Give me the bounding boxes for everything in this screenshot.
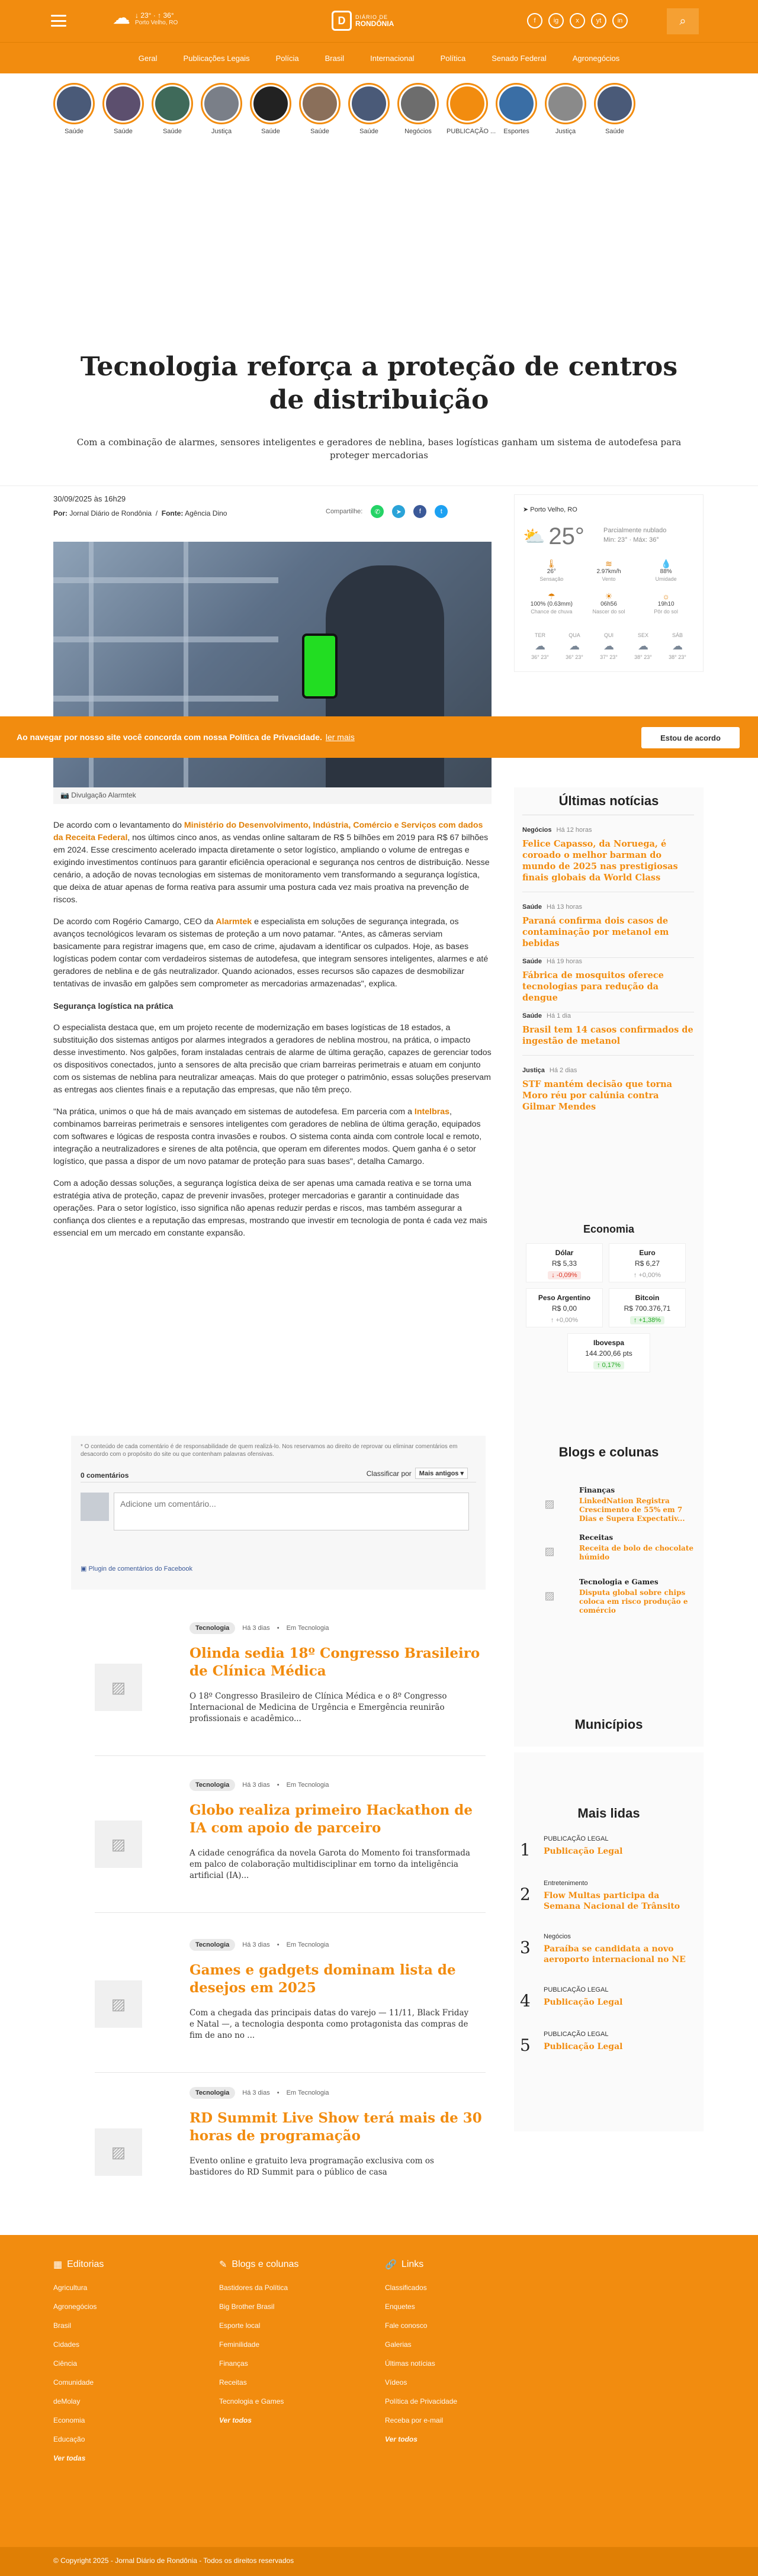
news-item[interactable]: Saúde Há 1 dia Brasil tem 14 casos confirmados de ingestão de metanol: [522, 1012, 694, 1056]
source-label: Fonte:: [161, 509, 184, 517]
footer-link[interactable]: Feminilidade: [219, 2340, 260, 2349]
nav-item[interactable]: Brasil: [325, 53, 345, 63]
facebook-share-icon[interactable]: f: [413, 505, 426, 518]
related-title[interactable]: Globo realiza primeiro Hackathon de IA com apoio de parceiro: [190, 1802, 473, 1836]
story-item[interactable]: Saúde: [250, 83, 291, 154]
share-bar: [326, 505, 448, 518]
footer-link[interactable]: Comunidade: [53, 2378, 94, 2387]
footer-link[interactable]: Educação: [53, 2435, 85, 2443]
image-placeholder-icon: ▨: [544, 1545, 555, 1557]
facebook-plugin-link[interactable]: ▣ Plugin de comentários do Facebook: [81, 1565, 192, 1572]
nav-item[interactable]: Polícia: [275, 53, 299, 63]
currency-bitcoin: Bitcoin R$ 700.376,71 ↑ +1,38%: [609, 1288, 686, 1327]
story-item[interactable]: Esportes: [496, 83, 537, 154]
related-desc: Com a chegada das principais datas do varejo — 11/11, Black Friday e Natal —, a tecnologia desponta como protagonista das compras de fim de ano no ...: [190, 2008, 469, 2040]
story-item[interactable]: Saúde: [299, 83, 341, 154]
header-weather-city: Porto Velho, RO: [135, 19, 178, 26]
nav-item[interactable]: Política: [440, 53, 466, 63]
footer-link[interactable]: Enquetes: [385, 2302, 415, 2311]
footer-link[interactable]: Esporte local: [219, 2321, 261, 2330]
related-title[interactable]: Olinda sedia 18º Congresso Brasileiro de Clínica Médica: [190, 1645, 480, 1679]
article-body: [53, 819, 492, 1249]
news-item[interactable]: Saúde Há 19 horas Fábrica de mosquitos oferece tecnologias para redução da dengue: [522, 958, 694, 1012]
top-header: [0, 0, 758, 43]
category-tag[interactable]: Tecnologia: [190, 2087, 235, 2099]
blogs-widget: Blogs e colunas ▨ Finanças LinkedNation Registra Crescimento de 55% em 7 Dias e Supera Expectativ... ▨ Receitas Receita de bolo de chocolate húmido ▨ Tecnologia e Games Disputa global sobre chips coloca em risco produção e comércio: [514, 1433, 704, 1717]
currency-dolar: Dólar R$ 5,33 ↓ -0,09%: [526, 1243, 603, 1282]
category-tag[interactable]: Tecnologia: [190, 1622, 235, 1634]
footer-link[interactable]: Receba por e-mail: [385, 2416, 444, 2424]
humidity-icon: 💧: [660, 559, 672, 568]
forecast-row: TER ☁ 36° 23° QUA ☁ 36° 23° QUI ☁ 37° 23° SEX ☁ 38° 23° SÁB ☁ 38° 23°: [523, 632, 695, 660]
category-tag[interactable]: Tecnologia: [190, 1779, 235, 1791]
story-item[interactable]: Saúde: [152, 83, 193, 154]
sunset-icon: ☼: [662, 591, 670, 601]
social-links: [527, 13, 628, 28]
share-label: Compartilhe:: [326, 508, 363, 515]
footer-link[interactable]: Brasil: [53, 2321, 72, 2330]
footer-see-all[interactable]: Ver todos: [219, 2416, 252, 2424]
location-icon: ➤: [523, 506, 529, 513]
news-item[interactable]: Justiça Há 2 dias STF mantém decisão que torna Moro réu por calúnia contra Gilmar Mendes: [522, 1067, 673, 1112]
nav-item[interactable]: Geral: [138, 53, 158, 63]
related-title[interactable]: Games e gadgets dominam lista de desejos em 2025: [190, 1962, 456, 1996]
article-subtitle: Com a combinação de alarmes, sensores inteligentes e geradores de neblina, bases logísticas ganham um sistema de autodefesa para proteger mercadorias: [76, 437, 682, 461]
ad-space: [0, 160, 758, 326]
article-meta: 30/09/2025 às 16h29 Por: Jornal Diário de Rondônia / Fonte: Agência Dino: [53, 494, 492, 530]
logo-bottom: RONDÔNIA: [355, 19, 394, 28]
nav-item[interactable]: Publicações Legais: [183, 53, 250, 63]
instagram-icon[interactable]: ig: [548, 13, 564, 28]
image-placeholder-icon: ▨: [544, 1497, 555, 1510]
comments-section: [71, 1436, 486, 1590]
twitter-icon[interactable]: t: [435, 505, 448, 518]
wind-icon: ≋: [605, 559, 612, 568]
umbrella-icon: ☂: [548, 591, 555, 601]
nav-item[interactable]: Senado Federal: [492, 53, 547, 63]
youtube-icon[interactable]: yt: [591, 13, 606, 28]
footer-link[interactable]: Receitas: [219, 2378, 247, 2387]
most-read-heading: Mais lidas: [577, 1806, 640, 1821]
economy-widget: [514, 1208, 704, 1433]
paragraph: De acordo com Rogério Camargo, CEO da Alarmtek e especialista em soluções de segurança integrada, os avanços tecnológicos levaram os sistemas de proteção a um novo patamar. "Antes, as câmeras serviam basicamente para registrar imagens que, em caso de crime, ajudavam a identificar os culpados. Hoje, as bases logísticas podem contar com verdadeiros sistemas de autodefesa, que integram sensores inteligentes, alarmes e até geradores de neblina e de gás neutralizador. Quando acionados, esses recursos são capazes de desmobilizar tentativas de invasão em galpões sem comprometer as mercadorias armazenadas", explica.: [53, 917, 489, 989]
paragraph: Com a adoção dessas soluções, a segurança logística deixa de ser apenas uma camada reativa e se torna uma estratégia ativa de proteção, capaz de prevenir invasões, proteger mercadorias e garantir a continuidade das operações. Para o setor logístico, isso significa não apenas reduzir perdas e riscos, mas também assegurar a confiança dos clientes e a reputação das empresas, mostrando que investir em tecnologia de ponta é cada vez mais essencial em um mercado em constante expansão.: [53, 1179, 487, 1238]
image-placeholder-icon[interactable]: ▨: [95, 1980, 142, 2028]
weather-widget: [514, 494, 704, 672]
header-weather[interactable]: [113, 9, 178, 27]
weather-minmax: Min: 23° · Máx: 36°: [603, 536, 659, 543]
related-article: ▨ Tecnologia Há 3 dias • Em Tecnologia RD Summit Live Show terá mais de 30 horas de programação Evento online e gratuito leva programação exclusiva com os bastidores do RD Summit para o público de casa: [95, 2087, 486, 2223]
footer-see-all[interactable]: Ver todos: [385, 2435, 417, 2443]
story-item[interactable]: Negócios: [397, 83, 439, 154]
latest-heading: Últimas notícias: [558, 793, 659, 808]
comments-sort: Classificar por Mais antigos ▾: [367, 1468, 468, 1479]
image-placeholder-icon[interactable]: ▨: [95, 1664, 142, 1711]
cloud-rain-icon: ☁: [603, 640, 614, 652]
site-logo[interactable]: [332, 11, 394, 31]
blogs-heading: Blogs e colunas: [558, 1445, 659, 1459]
weather-temp: ⛅ 25°: [523, 523, 584, 549]
weather-row: ☂ 100% (0.63mm) Chance de chuva ☀ 06h56 Nascer do sol ☼ 19h10 Pôr do sol: [523, 593, 695, 616]
related-article: ▨ Tecnologia Há 3 dias • Em Tecnologia Globo realiza primeiro Hackathon de IA com apoio de parceiro A cidade cenográfica da novela Garota do Momento foi transformada em palco de colaboração multidisciplinar em torno da inteligência artificial (IA)...: [95, 1779, 486, 1915]
source: Agência Dino: [185, 509, 227, 517]
cookie-accept-button[interactable]: Estou de acordo: [641, 727, 740, 748]
cloud-rain-icon: ☁: [638, 640, 648, 652]
whatsapp-icon[interactable]: ✆: [371, 505, 384, 518]
caption-text: Divulgação Alarmtek: [71, 791, 136, 799]
cookie-read-more-link[interactable]: ler mais: [325, 732, 355, 742]
nav-item[interactable]: Internacional: [370, 53, 415, 63]
thermometer-icon: 🌡: [546, 559, 557, 568]
image-placeholder-icon: ▨: [544, 1589, 555, 1601]
telegram-icon[interactable]: ➤: [392, 505, 405, 518]
x-icon[interactable]: x: [570, 13, 585, 28]
comments-count: 0 comentários: [81, 1471, 129, 1480]
cookie-text: Ao navegar por nosso site você concorda com nossa Política de Privacidade.: [17, 732, 322, 742]
related-title[interactable]: RD Summit Live Show terá mais de 30 horas de programação: [190, 2110, 482, 2144]
footer-blogs: ✎ Blogs e colunas Bastidores da Política Big Brother Brasil Esporte local Feminilidade Finanças Receitas Tecnologia e Games Ver todos: [219, 2259, 373, 2435]
linkedin-icon[interactable]: in: [612, 13, 628, 28]
stories-bar: [53, 83, 705, 154]
story-item[interactable]: Justiça: [201, 83, 242, 154]
paragraph: "Na prática, unimos o que há de mais avançado em sistemas de autodefesa. Em parceria com a Intelbras, combinamos barreiras perimetrais e sensores inteligentes com geradores de neblina de última geração, equipados com softwares e lógicas de resposta contra invasões e roubos. O sistema conta ainda com controle local e remoto, integração a neutralizadores e sirenes de alta potência, que operam em diferentes modos. Quem ganha é o setor logístico, que passa a dispor de um novo patamar de proteção para suas bases", detalha Camargo.: [53, 1107, 482, 1166]
article-date: 30/09/2025 às 16h29: [53, 494, 126, 503]
cloud-rain-icon: ☁: [535, 640, 545, 652]
logo-mark-icon: D: [332, 11, 352, 31]
footer-link[interactable]: Ciência: [53, 2359, 78, 2368]
news-item[interactable]: Negócios Há 12 horas Felice Capasso, da Noruega, é coroado o melhor barman do mundo de 2025 nas prestigiosas finais globais da World Class: [522, 826, 694, 892]
story-item[interactable]: PUBLICAÇÃO ...: [447, 83, 488, 154]
municipios-widget: [514, 1699, 704, 1747]
footer-link[interactable]: Classificados: [385, 2284, 427, 2292]
main-nav: [0, 43, 758, 73]
currency-euro: Euro R$ 6,27 ↑ +0,00%: [609, 1243, 686, 1282]
currency-peso: Peso Argentino R$ 0,00 ↑ +0,00%: [526, 1288, 603, 1327]
search-icon[interactable]: ⌕: [667, 8, 699, 34]
partly-cloudy-icon: ⛅: [523, 527, 545, 546]
story-item[interactable]: Saúde: [102, 83, 144, 154]
cookie-banner: [0, 716, 758, 758]
comment-input[interactable]: [114, 1493, 469, 1530]
footer-editorias: ▦ Editorias Agricultura Agronegócios Brasil Cidades Ciência Comunidade deMolay Economia Educação Ver todas: [53, 2259, 207, 2473]
image-caption: 📷 Divulgação Alarmtek: [53, 787, 492, 804]
weather-desc: Parcialmente nublado: [603, 527, 667, 534]
most-read-widget: Mais lidas 1 PUBLICAÇÃO LEGAL Publicação Legal 2 Entretenimento Flow Multas participa da Semana Nacional de Trânsito 3 Negócios Paraíba se candidata a novo aeroporto internacional no NE 4 PUBLICAÇÃO LEGAL Publicação Legal 5 PUBLICAÇÃO LEGAL Publicação Legal: [514, 1752, 704, 2131]
footer-see-all[interactable]: Ver todas: [53, 2454, 86, 2462]
story-item[interactable]: Justiça: [545, 83, 586, 154]
footer: [0, 2235, 758, 2547]
sunrise-icon: ☀: [605, 591, 613, 601]
alarmtek-link[interactable]: Alarmtek: [216, 917, 252, 927]
footer-link[interactable]: Big Brother Brasil: [219, 2302, 275, 2311]
comments-note: * O conteúdo de cada comentário é de responsabilidade de quem realizá-lo. Nos reservamos ao direito de reprovar ou eliminar comentários em desacordo com o propósito do site ou que contenham palavras ofensivas.: [81, 1443, 458, 1458]
divider: [0, 485, 758, 486]
chat-icon: ✎: [219, 2260, 227, 2270]
phone-figure: [302, 633, 338, 699]
nav-item[interactable]: Agronegócios: [572, 53, 620, 63]
grid-icon: ▦: [53, 2260, 63, 2270]
weather-row: 🌡 26° Sensação ≋ 2.97km/h Vento 💧 88% Umidade: [523, 560, 695, 583]
avatar: [81, 1493, 109, 1521]
footer-link[interactable]: Cidades: [53, 2340, 80, 2349]
footer-link[interactable]: Galerias: [385, 2340, 412, 2349]
footer-link[interactable]: Agricultura: [53, 2284, 88, 2292]
related-desc: Evento online e gratuito leva programação exclusiva com os bastidores do RD Summit para o público de casa: [190, 2156, 434, 2177]
footer-link[interactable]: Finanças: [219, 2359, 248, 2368]
economy-heading: Economia: [583, 1223, 635, 1235]
cloud-icon: ☁: [113, 8, 130, 28]
menu-icon[interactable]: [50, 13, 68, 28]
cloud-rain-icon: ☁: [569, 640, 580, 652]
link-icon: 🔗: [385, 2260, 397, 2270]
section-heading: Segurança logística na prática: [53, 1001, 174, 1011]
cloud-rain-icon: ☁: [672, 640, 683, 652]
image-placeholder-icon[interactable]: ▨: [95, 1821, 142, 1868]
footer-link[interactable]: Fale conosco: [385, 2321, 428, 2330]
copyright: © Copyright 2025 - Jornal Diário de Rondônia - Todos os direitos reservados: [0, 2547, 758, 2576]
sort-select[interactable]: Mais antigos ▾: [415, 1468, 468, 1479]
ibovespa: Ibovespa 144.200,66 pts ↑ 0,17%: [567, 1333, 650, 1372]
weather-city: ➤ Porto Velho, RO: [523, 506, 577, 513]
footer-link[interactable]: Tecnologia e Games: [219, 2397, 284, 2405]
latest-news: [514, 787, 704, 1214]
image-placeholder-icon[interactable]: ▨: [95, 2128, 142, 2176]
related-article: ▨ Tecnologia Há 3 dias • Em Tecnologia Olinda sedia 18º Congresso Brasileiro de Clínica Médica O 18º Congresso Brasileiro de Clínica Médica e o 8º Congresso Internacional de Medicina de Urgência e Emergência reunirão profissionais e acadêmico...: [95, 1622, 486, 1758]
story-item[interactable]: Saúde: [348, 83, 390, 154]
footer-links: 🔗 Links Classificados Enquetes Fale conosco Galerias Últimas notícias Vídeos Política de Privacidade Receba por e-mail Ver todos: [385, 2259, 539, 2454]
related-desc: O 18º Congresso Brasileiro de Clínica Médica e o 8º Congresso Internacional de Medicina de Urgência e Emergência reunirão profissionais e acadêmico...: [190, 1691, 447, 1723]
related-article: ▨ Tecnologia Há 3 dias • Em Tecnologia Games e gadgets dominam lista de desejos em 2025 Com a chegada das principais datas do varejo — 11/11, Black Friday e Natal —, a tecnologia desponta como protagonista das compras de fim de ano no ...: [95, 1939, 486, 2075]
footer-link[interactable]: Economia: [53, 2416, 85, 2424]
paragraph: O especialista destaca que, em um projeto recente de modernização em bases logísticas de 18 estados, a substituição dos sistemas antigos por alarmes integrados a geradores de neblina mostrou, na prática, o impacto desse investimento. Nos galpões, foram instaladas centrais de alarme de última geração, capazes de gerenciar todos os dispositivos conectados, junto a sensores de alta precisão que criam barreiras perimetrais e atuam em conjunto com os sistemas de neblina para neutralizar ameaças. Mais do que proteger o patrimônio, essas soluções preservam as entregas aos clientes finais e a reputação das empresas, que não têm preço.: [53, 1023, 492, 1095]
header-weather-temps: ↓ 23° · ↑ 36°: [135, 11, 174, 20]
logo-top: DIÁRIO DE: [355, 14, 388, 20]
municipios-heading: Municípios: [574, 1717, 643, 1732]
footer-link[interactable]: Bastidores da Política: [219, 2284, 288, 2292]
ministry-link[interactable]: Ministério do Desenvolvimento, Indústria, Comércio e Serviços com dados da Receita Federal: [53, 821, 483, 842]
intelbras-link[interactable]: Intelbras: [414, 1107, 450, 1117]
author: Jornal Diário de Rondônia: [69, 509, 152, 517]
story-item[interactable]: Saúde: [594, 83, 635, 154]
related-desc: A cidade cenográfica da novela Garota do Momento foi transformada em palco de colaboração multidisciplinar em torno da inteligência artificial (IA)...: [190, 1848, 470, 1880]
footer-link[interactable]: Agronegócios: [53, 2302, 97, 2311]
footer-link[interactable]: Política de Privacidade: [385, 2397, 458, 2405]
paragraph: De acordo com o levantamento do Ministério do Desenvolvimento, Indústria, Comércio e Serviços com dados da Receita Federal, nos últimos cinco anos, as vendas online saltaram de R$ 5 bilhões em 2019 para R$ 67 bilhões em 2024. Esse crescimento acelerado impacta diretamente o setor logístico, ampliando o volume de entregas e exigindo investimentos contínuos para garantir eficiência operacional e segurança nos centros de distribuição. Nesse cenário, a adoção de novas tecnologias em sistemas de monitoramento vem transformando a segurança logística, que deixa de atuar apenas de forma reativa para assumir uma postura cada vez mais proativa na prevenção de riscos.: [53, 821, 490, 905]
facebook-icon[interactable]: f: [527, 13, 542, 28]
footer-link[interactable]: deMolay: [53, 2397, 81, 2405]
news-item[interactable]: Saúde Há 13 horas Paraná confirma dois casos de contaminação por metanol em bebidas: [522, 903, 694, 958]
story-item[interactable]: Saúde: [53, 83, 95, 154]
footer-link[interactable]: Vídeos: [385, 2378, 407, 2387]
author-label: Por:: [53, 509, 68, 517]
category-tag[interactable]: Tecnologia: [190, 1939, 235, 1951]
footer-link[interactable]: Últimas notícias: [385, 2359, 435, 2368]
article-title: Tecnologia reforça a proteção de centros de distribuição: [80, 352, 678, 415]
